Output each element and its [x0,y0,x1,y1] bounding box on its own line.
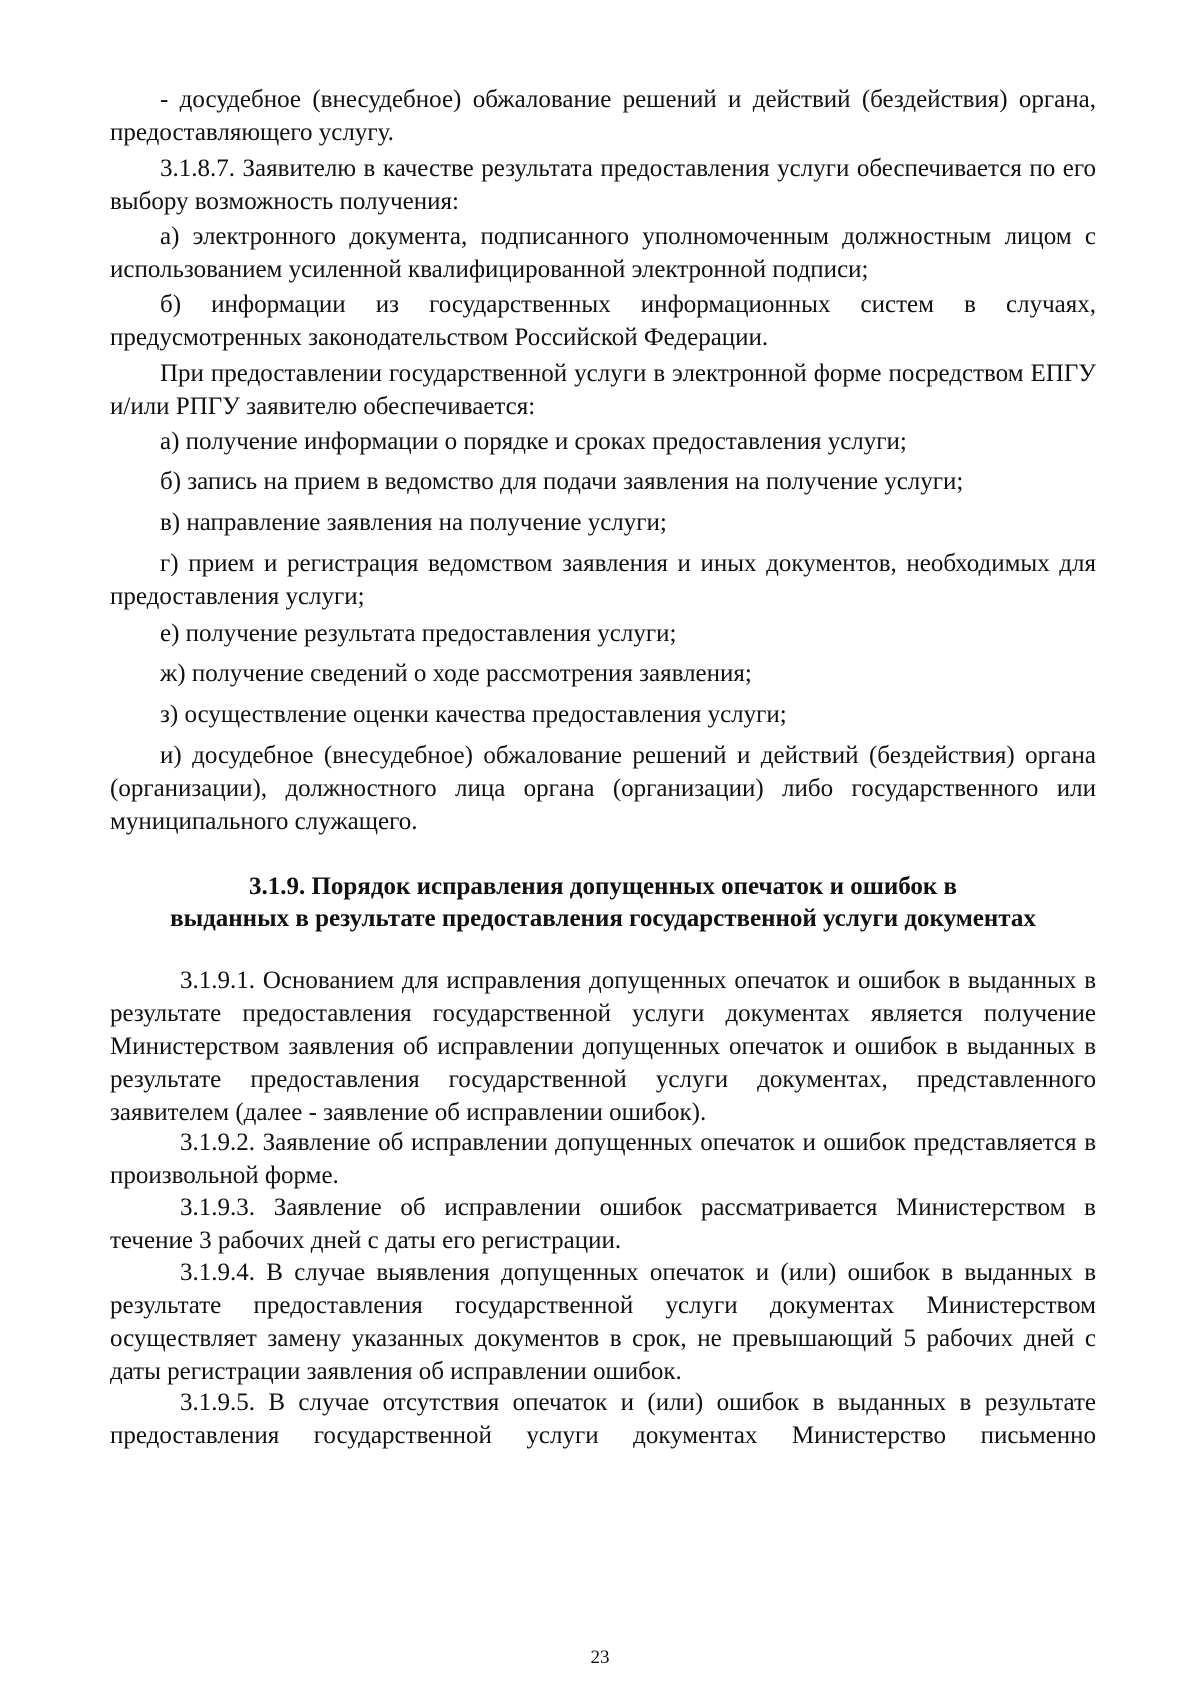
list-item-e-result: е) получение результата предоставления услуги; [160,620,677,647]
paragraph-3-1-9-1: 3.1.9.1. Основанием для исправления допущенных опечаток и ошибок в выданных в результате предоставления государственной услуги документах является получение Министерством заявления об исправлении допущенных опечаток и ошибок в выданных в результате предоставления государственной услуги документах, представленного заявителем (далее - заявление об исправлении ошибок). [110,967,1096,1126]
paragraph-appeal-body: - досудебное (внесудебное) обжалование решений и действий (бездействия) органа, предоставляющего услугу. [110,86,1096,146]
section-heading-3-1-9-line2: выданных в результате предоставления государственной услуги документах [170,905,1036,932]
list-item-z-quality: з) осуществление оценки качества предоставления услуги; [160,701,787,728]
page-number: 23 [590,1647,610,1668]
section-heading-3-1-9-line1: 3.1.9. Порядок исправления допущенных опечаток и ошибок в [248,873,958,900]
paragraph-electronic-form-intro: При предоставлении государственной услуги в электронной форме посредством ЕПГУ и/или РПГУ заявителю обеспечивается: [110,360,1096,420]
paragraph-3-1-9-2: 3.1.9.2. Заявление об исправлении допущенных опечаток и ошибок представляется в произвольной форме. [110,1129,1096,1189]
paragraph-3-1-9-3: 3.1.9.3. Заявление об исправлении ошибок рассматривается Министерством в течение 3 рабочих дней с даты его регистрации. [110,1194,1096,1254]
list-item-zh-status: ж) получение сведений о ходе рассмотрения заявления; [160,660,752,687]
paragraph-item-a-electronic-document: а) электронного документа, подписанного уполномоченным должностным лицом с использованием усиленной квалифицированной электронной подписи; [110,223,1096,283]
list-item-i-appeal: и) досудебное (внесудебное) обжалование решений и действий (бездействия) органа (организации), должностного лица органа (организации) либо государственного или муниципального служащего. [110,742,1096,835]
list-item-g-registration: г) прием и регистрация ведомством заявления и иных документов, необходимых для предоставления услуги; [110,550,1096,610]
list-item-v-application: в) направление заявления на получение услуги; [160,509,667,536]
paragraph-3-1-9-4: 3.1.9.4. В случае выявления допущенных опечаток и (или) ошибок в выданных в результате предоставления государственной услуги документах Министерством осуществляет замену указанных документов в срок, не превышающий 5 рабочих дней с даты регистрации заявления об исправлении ошибок. [110,1259,1096,1385]
paragraph-3-1-8-7: 3.1.8.7. Заявителю в качестве результата предоставления услуги обеспечивается по его выбору возможность получения: [110,155,1096,215]
list-item-b-appointment: б) запись на прием в ведомство для подачи заявления на получение услуги; [160,468,964,495]
paragraph-item-b-information: б) информации из государственных информационных систем в случаях, предусмотренных законодательством Российской Федерации. [110,291,1096,351]
paragraph-3-1-9-5: 3.1.9.5. В случае отсутствия опечаток и (или) ошибок в выданных в результате предоставления государственной услуги документах Министерство письменно [110,1389,1096,1449]
list-item-a-information: а) получение информации о порядке и сроках предоставления услуги; [160,428,907,455]
